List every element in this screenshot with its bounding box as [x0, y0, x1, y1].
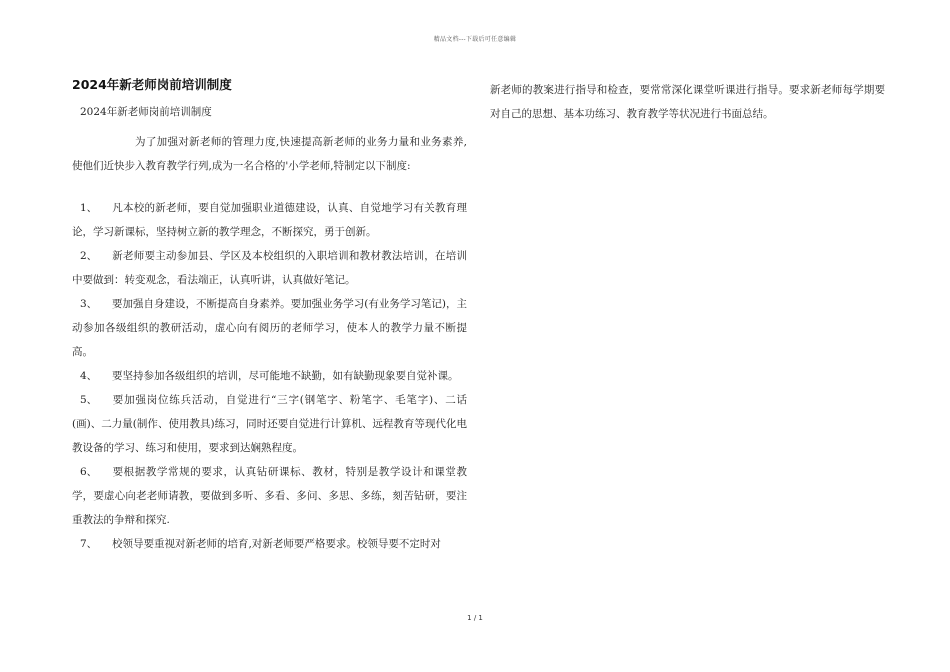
- header-note: 精品文档---下载后可任意编辑: [433, 36, 517, 43]
- item-number: 6、: [80, 466, 98, 478]
- item-text: 要加强岗位练兵活动，自觉进行“三字(钢笔字、粉笔字、毛笔字)、二话(画)、二力量(制作、使用教具)练习，同时还要自觉进行计算机、远程教育等现代化电教设备的学习、练习和使用，要求到达娴熟程度。: [72, 394, 467, 454]
- list-item: [72, 532, 467, 556]
- item-text: 要坚持参加各级组织的培训，尽可能地不缺勤，如有缺勤现象要自觉补课。: [112, 370, 459, 382]
- list-item: [72, 460, 467, 532]
- item-text: 要加强自身建设，不断提高自身素养。要加强业务学习(有业务学习笔记)，主动参加各级组织的教研活动，虚心向有阅历的老师学习，使本人的教学力量不断提高。: [72, 298, 467, 358]
- item-text: 新老师要主动参加县、学区及本校组织的入职培训和教材教法培训，在培训中要做到：转变观念，看法端正，认真听讲，认真做好笔记。: [72, 250, 467, 286]
- list-item: [72, 244, 467, 292]
- item-text: 要根据教学常规的要求，认真钻研课标、教材，特别是教学设计和课堂教学，要虚心向老老师请教，要做到多听、多看、多问、多思、多练，刻苦钻研，要注重教法的争辩和探究.: [72, 466, 467, 526]
- list-item: [72, 388, 467, 460]
- item-number: 5、: [80, 394, 98, 406]
- item-text: 校领导要重视对新老师的培育,对新老师要严格要求。校领导要不定时对: [112, 538, 441, 550]
- document-subtitle: 2024年新老师岗前培训制度: [80, 106, 212, 118]
- continuation-paragraph: 新老师的教案进行指导和检查，要常常深化课堂听课进行指导。要求新老师每学期要对自己的思想、基本功练习、教育教学等状况进行书面总结。: [490, 84, 885, 120]
- list-item: [72, 196, 467, 244]
- item-number: 3、: [80, 298, 98, 310]
- right-column: [490, 78, 885, 126]
- list-item: [72, 364, 467, 388]
- page-number: 1 / 1: [467, 614, 483, 622]
- left-column: [72, 76, 467, 556]
- document-title: 2024年新老师岗前培训制度: [72, 77, 232, 92]
- item-text: 凡本校的新老师，要自觉加强职业道德建设，认真、自觉地学习有关教育理论，学习新课标，坚持树立新的教学理念，不断探究，勇于创新。: [72, 202, 467, 238]
- intro-paragraph: 为了加强对新老师的管理力度,快速提高新老师的业务力量和业务素养,使他们近快步入教育教学行列,成为一名合格的'小学老师,特制定以下制度:: [72, 136, 467, 172]
- item-number: 2、: [80, 250, 98, 262]
- item-number: 4、: [80, 370, 98, 382]
- item-number: 1、: [80, 202, 98, 214]
- item-number: 7、: [80, 538, 98, 550]
- list-item: [72, 292, 467, 364]
